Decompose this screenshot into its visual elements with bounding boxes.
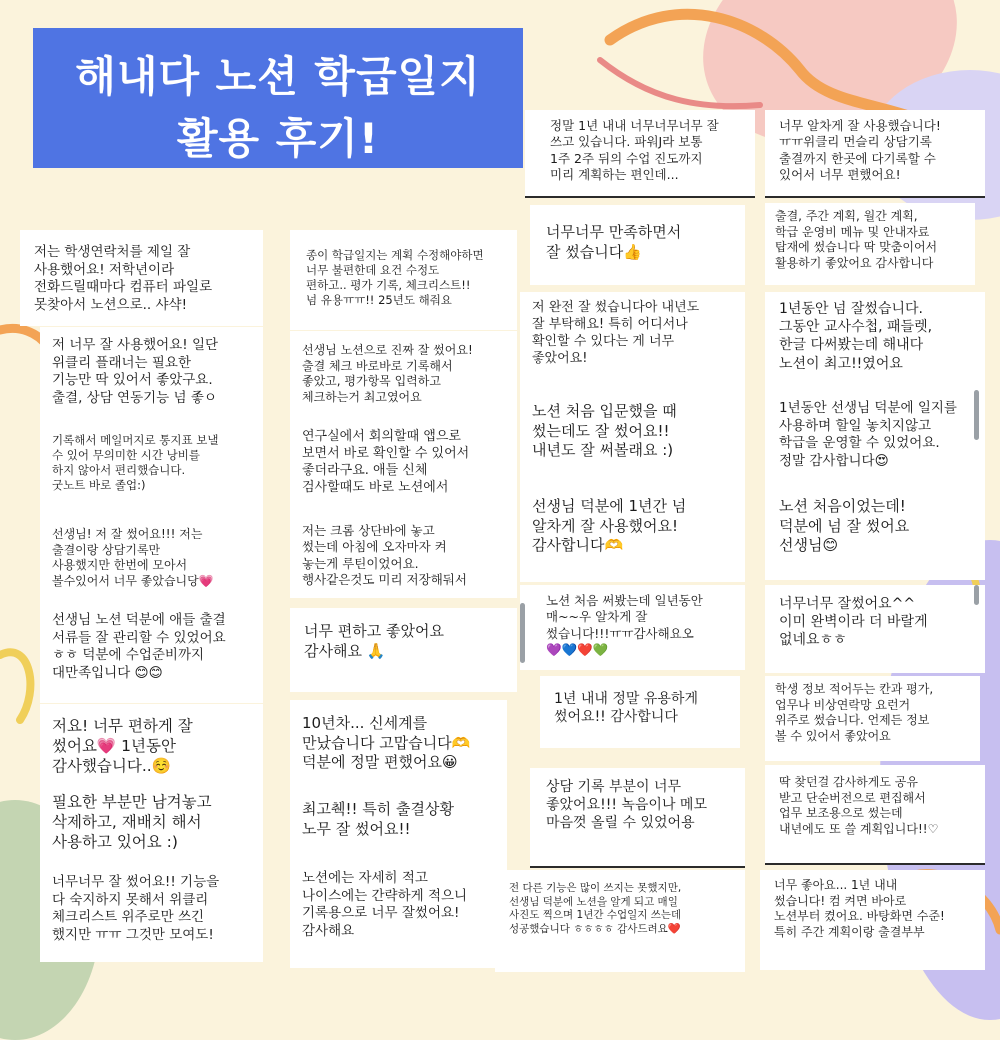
- review-text: 너무너무 잘 썼어요!! 기능을 다 숙지하지 못해서 위클리 체크리스트 위주로만 쓰긴 했지만 ㅠㅠ 그것만 모여도!: [52, 874, 220, 943]
- review-text: 저는 학생연락처를 제일 잘 사용했어요! 저학년이라 전화드릴때마다 컴퓨터 파일로 못찾아서 노션으로.. 샤샥!: [34, 244, 213, 313]
- review-card-col3-main: [520, 292, 745, 582]
- review-text: 노션 처음 입문했을 때 썼는데도 잘 썼어요!! 내년도 잘 써볼래요 :): [532, 402, 677, 459]
- review-text: 저요! 너무 편하게 잘 썼어요💗 1년동안 감사했습니다..☺️: [52, 717, 193, 776]
- review-text: 최고췍!! 특히 출결상황 노무 잘 썼어요!!: [302, 800, 454, 838]
- review-text: 1년동안 선생님 덕분에 일지를 사용하며 할일 놓치지않고 학급을 운영할 수 있었어요. 정말 감사합니다😍: [779, 400, 957, 469]
- scrollbar-thumb[interactable]: [974, 390, 979, 440]
- review-text: 선생님! 저 잘 썼어요!!! 저는 출결이랑 상담기록만 사용했지만 한번에 모아서 볼수있어서 너무 좋았습니당💗: [52, 527, 214, 588]
- review-card-col2-mid: [290, 608, 517, 692]
- review-card-col3-hearts: [520, 585, 745, 670]
- review-text: 너무 알차게 잘 사용했습니다! ㅠㅠ위클리 먼슬리 상담기록 출결까지 한곳에 다기록할 수 있어서 너무 편했어요!: [779, 118, 941, 182]
- review-text: 1년동안 넘 잘썼습니다. 그동안 교사수첩, 패들렛, 한글 다써봤는데 해내다 노션이 최고!!였어요: [779, 301, 933, 372]
- review-card-col4-c: [765, 585, 985, 673]
- review-text: 학생 정보 적어두는 칸과 평가, 업무나 비상연락망 요런거 위주로 썼습니다. 언제든 정보 볼 수 있어서 좋았어요: [775, 682, 934, 743]
- review-text: 딱 찾던걸 감사하게도 공유 받고 단순버전으로 편집해서 업무 보조용으로 썼는데 내년에도 또 쓸 계획입니다!!♡: [779, 775, 939, 836]
- review-text: 너무 편하고 좋았어요 감사해요 🙏: [304, 622, 444, 660]
- title-line-1: 해내다 노션 학급일지: [75, 52, 481, 101]
- review-text: 노션에는 자세히 적고 나이스에는 간략하게 적으니 기록용으로 너무 잘썼어요! 감사해요: [302, 870, 468, 939]
- review-text: 상담 기록 부분이 너무 좋았어요!!! 녹음이나 메모 마음껏 올릴 수 있었어용: [546, 779, 707, 832]
- review-card-col3-bottom: [495, 870, 745, 972]
- review-card-col2-main: [290, 331, 517, 598]
- review-text: 너무너무 만족하면서 잘 썼습니다👍: [546, 223, 682, 261]
- title-line-2: 활용 후기!: [176, 114, 380, 163]
- scrollbar-thumb[interactable]: [520, 603, 525, 663]
- review-card-col4-e: [765, 765, 985, 865]
- review-card-col3-b: [530, 205, 745, 285]
- review-text: 저 완전 잘 썼습니다아 내년도 잘 부탁해요! 특히 어디서나 확인할 수 있다는 게 너무 좋았어요!: [532, 300, 700, 366]
- review-card-col2-bottom: [290, 700, 507, 968]
- review-card-col4-bottom: [760, 870, 985, 970]
- card-divider: [530, 866, 745, 868]
- review-text: 기록해서 메일머지로 통지표 보낼 수 있어 무의미한 시간 낭비를 하지 않아서 편리했습니다. 굿노트 바로 졸업:): [52, 433, 219, 492]
- review-text: 1년 내내 정말 유용하게 썼어요!! 감사합니다: [554, 691, 698, 726]
- review-text: 10년차... 신세계를 만났습니다 고맙습니다🫶 덕분에 정말 편했어요😀: [302, 714, 471, 771]
- review-card-col3-top: [525, 110, 755, 198]
- review-card-col4-b: [765, 203, 975, 285]
- review-card-col1-bottom: [40, 704, 263, 962]
- review-text: 연구실에서 회의할때 앱으로 보면서 바로 확인할 수 있어서 좋더라구요. 애들 신체 검사할때도 바로 노션에서: [302, 429, 470, 495]
- review-text: 정말 1년 내내 너무너무너무 잘 쓰고 있습니다. 파워J라 보통 1주 2주 뒤의 수업 진도까지 미리 계획하는 편인데...: [550, 118, 719, 182]
- review-text: 전 다른 기능은 많이 쓰지는 못했지만, 선생님 덕분에 노션을 알게 되고 매일 사진도 찍으며 1년간 수업일지 쓰는데 성공했습니다 ㅎㅎㅎㅎ 감사드려요❤️: [509, 882, 682, 935]
- review-text: 필요한 부분만 남겨놓고 삭제하고, 재배치 해서 사용하고 있어요 :): [52, 793, 212, 852]
- review-text: 너무 좋아요... 1년 내내 썼습니다! 컴 켜면 바아로 노션부터 켰어요. 바탕화면 수준! 특히 주간 계획이랑 출결부부: [774, 878, 945, 939]
- review-text: 선생님 노션으로 진짜 잘 썼어요! 출결 체크 바로바로 기록해서 좋았고, 평가항목 입력하고 체크하는거 최고였어요: [302, 343, 473, 404]
- review-card-col4-main: [765, 292, 985, 580]
- review-text: 선생님 덕분에 1년간 넘 알차게 잘 사용했어요! 감사합니다🫶: [532, 497, 687, 554]
- review-text: 선생님 노션 덕분에 애들 출결 서류들 잘 관리할 수 있었어요 ㅎㅎ 덕분에 수업준비까지 대만족입니다 😊😊: [52, 612, 226, 681]
- review-text: 너무너무 잘썼어요^^ 이미 완벽이라 더 바랄게 없네요ㅎㅎ: [779, 596, 928, 649]
- review-card-col1-top: [20, 230, 263, 326]
- review-card-col1-main: [40, 327, 263, 703]
- review-text: 저 너무 잘 사용했어요! 일단 위클리 플래너는 필요한 기능만 딱 있어서 좋았구요. 출결, 상담 연동기능 넘 좋ㅇ: [52, 337, 219, 406]
- title-banner: [33, 28, 523, 168]
- review-text: 종이 학급일지는 계획 수정해야하면 너무 불편한데 요건 수정도 편하고.. 평가 기록, 체크리스트!! 넘 유용ㅠㅠ!! 25년도 해줘요: [306, 248, 484, 307]
- card-divider: [765, 196, 985, 198]
- review-card-col2-top: [290, 230, 517, 330]
- scrollbar-thumb[interactable]: [974, 585, 979, 605]
- review-card-col3-d: [530, 768, 745, 868]
- review-card-col4-d: [765, 676, 980, 761]
- review-card-col3-c: [540, 676, 740, 748]
- card-divider: [525, 196, 755, 198]
- review-text: 저는 크롬 상단바에 놓고 썼는데 아침에 오자마자 켜 놓는게 루틴이었어요. 행사같은것도 미리 저장해둬서: [302, 523, 467, 587]
- card-divider: [765, 863, 985, 865]
- review-text: 노션 처음 써봤는데 일년동안 매~~우 알차게 잘 썼습니다!!!ㅠㅠ감사해요오 💜💙❤️💚: [546, 593, 703, 657]
- review-card-col4-top: [765, 110, 985, 198]
- review-text: 출결, 주간 계획, 월간 계획, 학급 운영비 메뉴 및 안내자료 탑재에 썼습니다 딱 맞춤이어서 활용하기 좋았어요 감사합니다: [775, 209, 938, 270]
- review-text: 노션 처음이었는데! 덕분에 넘 잘 썼어요 선생님😊: [779, 497, 910, 554]
